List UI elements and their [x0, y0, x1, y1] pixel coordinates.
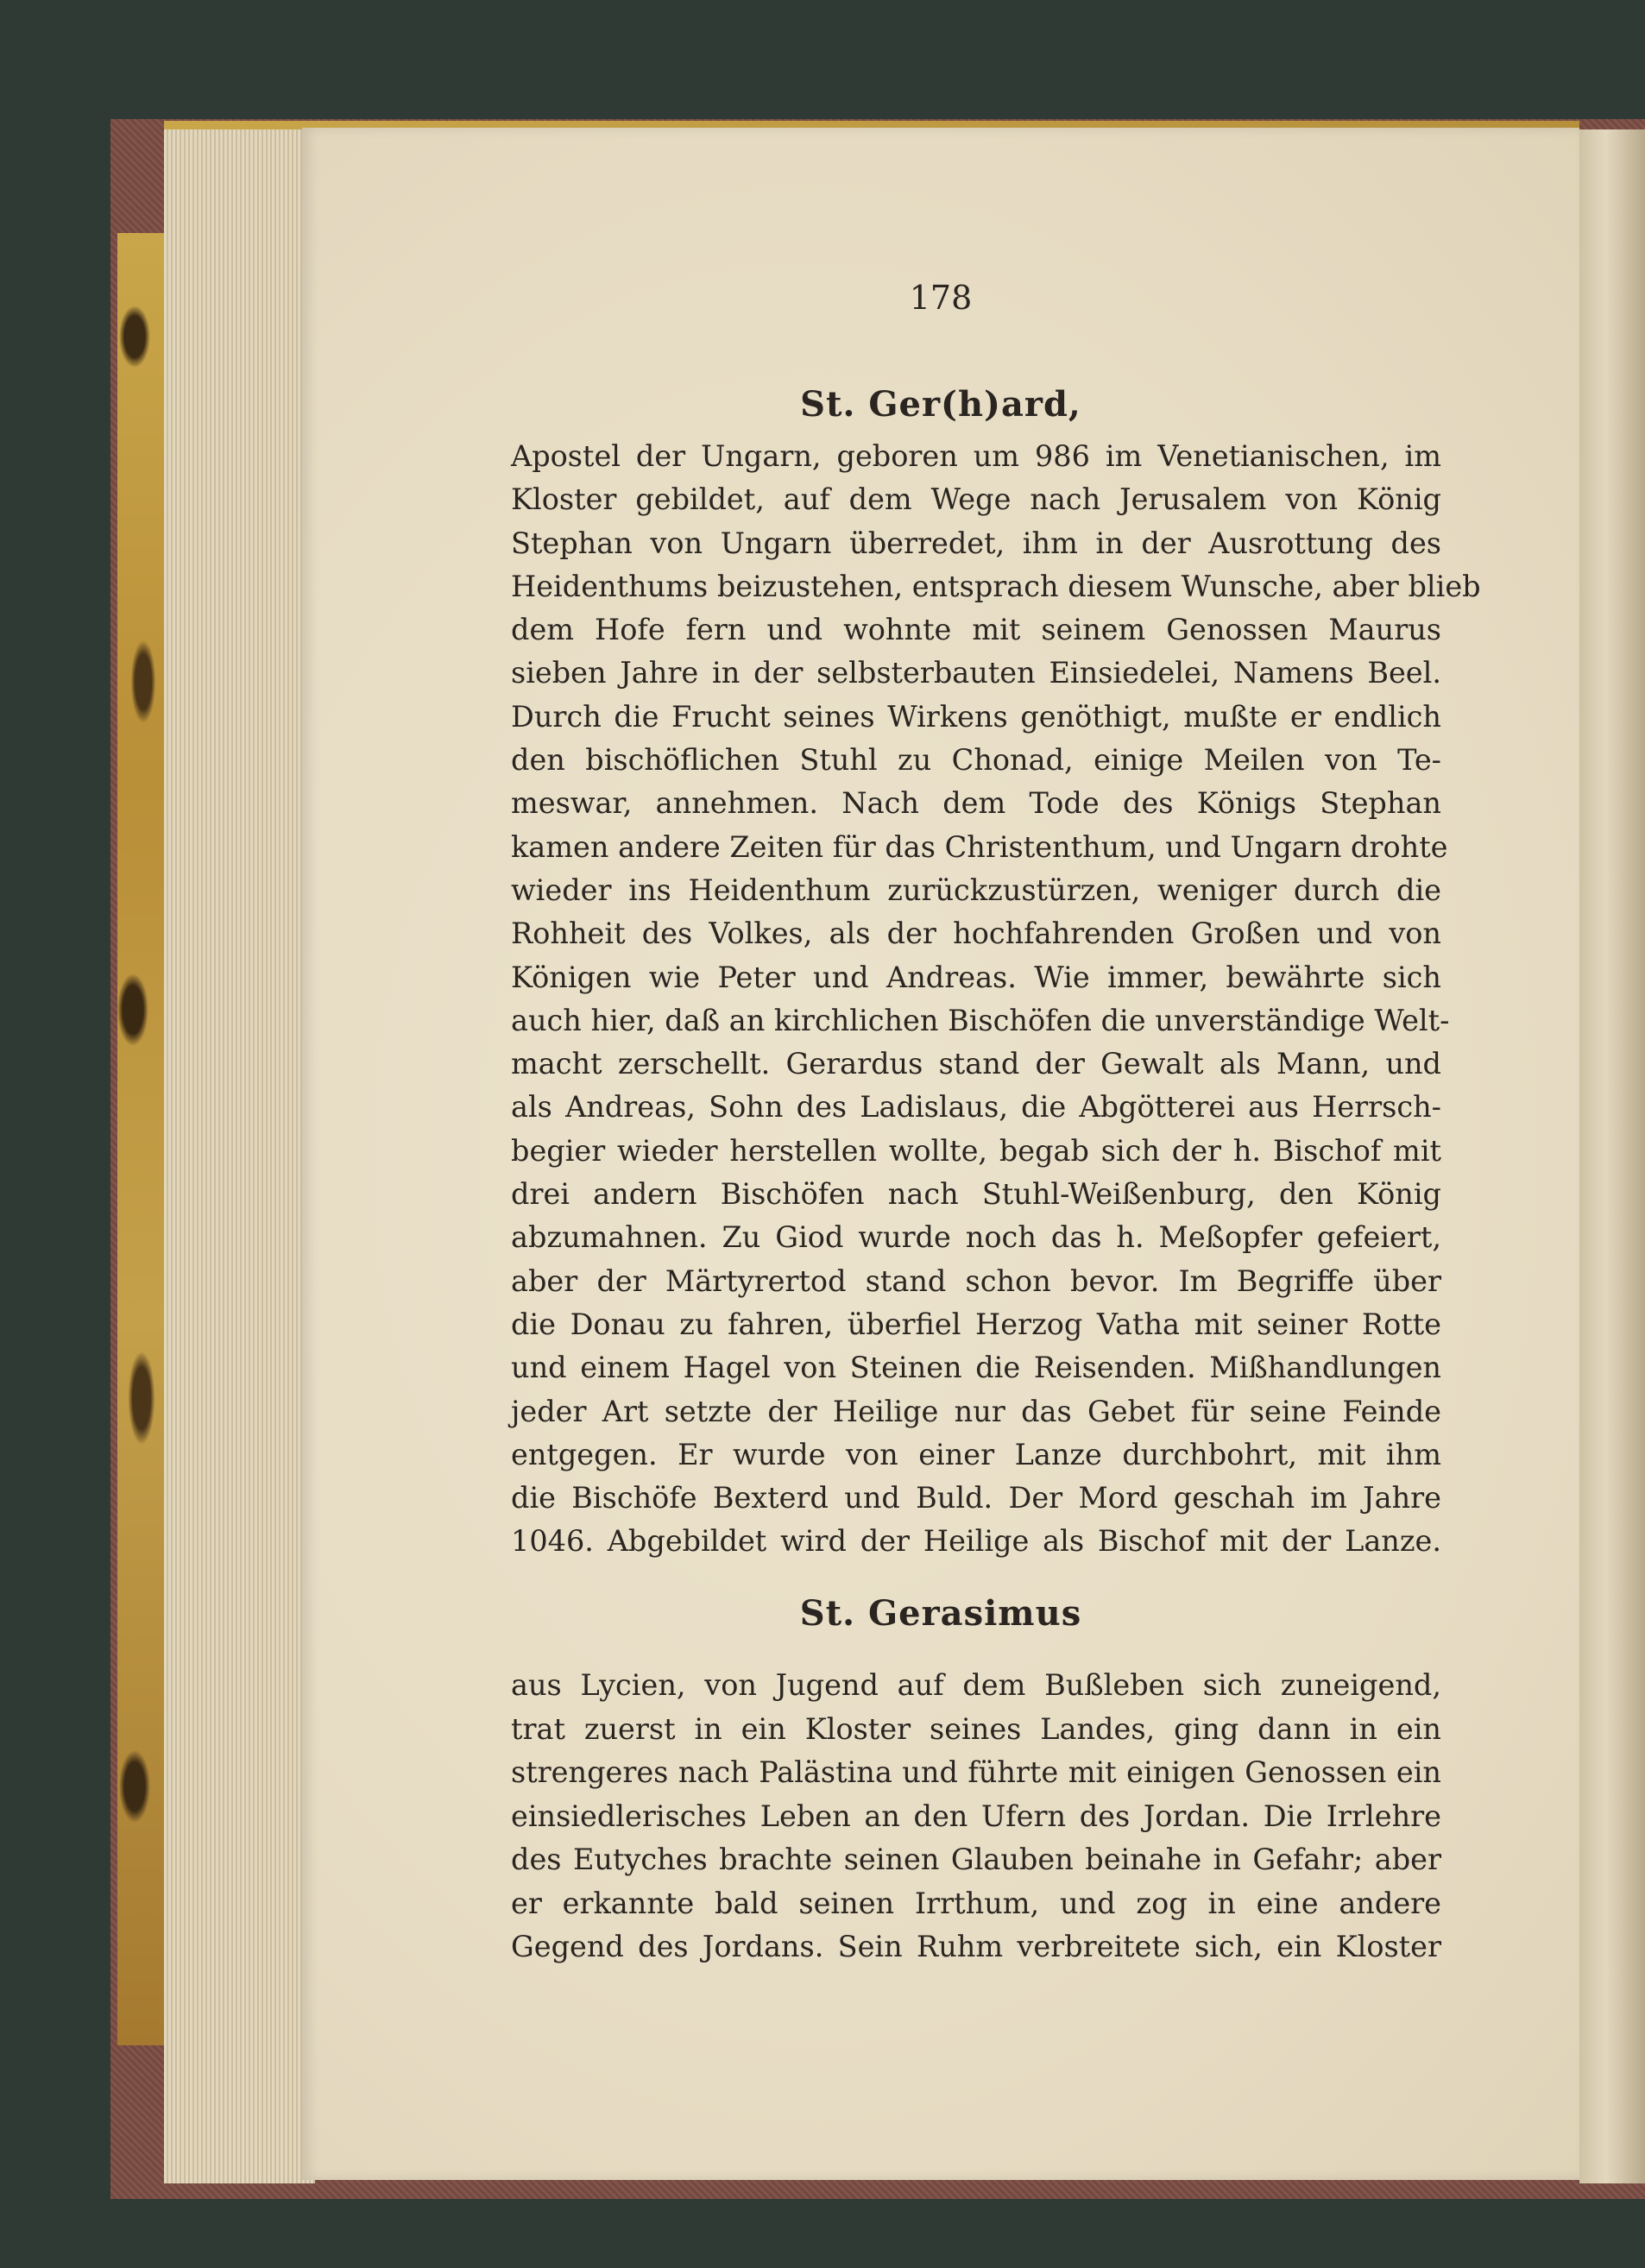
- page-stack-edge: [164, 129, 315, 2183]
- text-line: Durch die Frucht seines Wirkens genöthigt, mußte er endlich: [511, 699, 1441, 734]
- text-line: macht zerschellt. Gerardus stand der Gewalt als Mann, und: [511, 1047, 1441, 1081]
- text-line: Gegend des Jordans. Sein Ruhm verbreitete sich, ein Kloster: [511, 1930, 1441, 1963]
- text-line: drei andern Bischöfen nach Stuhl-Weißenburg, den König: [511, 1177, 1441, 1212]
- entry-body-gerasimus: [511, 1664, 1441, 1969]
- marbled-book-edge: [117, 233, 166, 2045]
- text-line: sieben Jahre in der selbsterbauten Einsiedelei, Namens Beel.: [511, 656, 1441, 690]
- text-line: und einem Hagel von Steinen die Reisenden. Mißhandlungen: [511, 1351, 1441, 1385]
- text-line: er erkannte bald seinen Irrthum, und zog in eine andere: [511, 1886, 1441, 1920]
- text-line: wieder ins Heidenthum zurückzustürzen, weniger durch die: [511, 873, 1441, 907]
- text-line: abzumahnen. Zu Giod wurde noch das h. Meßopfer gefeiert,: [511, 1220, 1441, 1255]
- text-line: Königen wie Peter und Andreas. Wie immer, bewährte sich: [511, 960, 1441, 994]
- page-number: 178: [909, 279, 973, 317]
- text-line: aber der Märtyrertod stand schon bevor. Im Begriffe über: [511, 1263, 1441, 1298]
- book-page: [302, 128, 1579, 2180]
- text-line: Heidenthums beizustehen, entsprach diesem Wunsche, aber blieb: [511, 569, 1481, 603]
- text-line: meswar, annehmen. Nach dem Tode des Königs Stephan: [511, 786, 1441, 821]
- text-line: als Andreas, Sohn des Ladislaus, die Abgötterei aus Herrsch-: [511, 1090, 1441, 1125]
- text-line: die Donau zu fahren, überfiel Herzog Vatha mit seiner Rotte: [511, 1307, 1441, 1341]
- text-line: Rohheit des Volkes, als der hochfahrenden Großen und von: [511, 917, 1441, 951]
- text-line: entgegen. Er wurde von einer Lanze durchbohrt, mit ihm: [511, 1437, 1441, 1471]
- text-line: einsiedlerisches Leben an den Ufern des Jordan. Die Irrlehre: [511, 1799, 1441, 1833]
- text-line: Kloster gebildet, auf dem Wege nach Jerusalem von König: [511, 482, 1441, 517]
- text-line: jeder Art setzte der Heilige nur das Gebet für seine Feinde: [511, 1394, 1441, 1428]
- text-line: kamen andere Zeiten für das Christenthum, und Ungarn drohte: [511, 829, 1448, 864]
- text-line: Apostel der Ungarn, geboren um 986 im Venetianischen, im: [511, 439, 1441, 473]
- entry-body-gerhard: [511, 435, 1481, 1564]
- entry-heading-gerhard: St. Ger(h)ard,: [800, 384, 1081, 425]
- right-page-edge: [1579, 129, 1645, 2183]
- text-line: trat zuerst in ein Kloster seines Landes, ging dann in ein: [511, 1711, 1441, 1746]
- text-line: dem Hofe fern und wohnte mit seinem Genossen Maurus: [511, 613, 1441, 647]
- text-line: den bischöflichen Stuhl zu Chonad, einige Meilen von Te-: [511, 743, 1441, 778]
- text-line: begier wieder herstellen wollte, begab sich der h. Bischof mit: [511, 1133, 1441, 1168]
- text-line: die Bischöfe Bexterd und Buld. Der Mord geschah im Jahre: [511, 1481, 1441, 1515]
- text-line: 1046. Abgebildet wird der Heilige als Bischof mit der Lanze.: [511, 1524, 1441, 1559]
- text-line: auch hier, daß an kirchlichen Bischöfen die unverständige Welt-: [511, 1003, 1450, 1037]
- text-line: des Eutyches brachte seinen Glauben beinahe in Gefahr; aber: [511, 1843, 1441, 1876]
- text-line: strengeres nach Palästina und führte mit einigen Genossen ein: [511, 1755, 1441, 1789]
- entry-heading-gerasimus: St. Gerasimus: [799, 1593, 1082, 1634]
- text-line: Stephan von Ungarn überredet, ihm in der Ausrottung des: [511, 526, 1441, 560]
- text-line: aus Lycien, von Jugend auf dem Bußleben sich zuneigend,: [511, 1668, 1441, 1702]
